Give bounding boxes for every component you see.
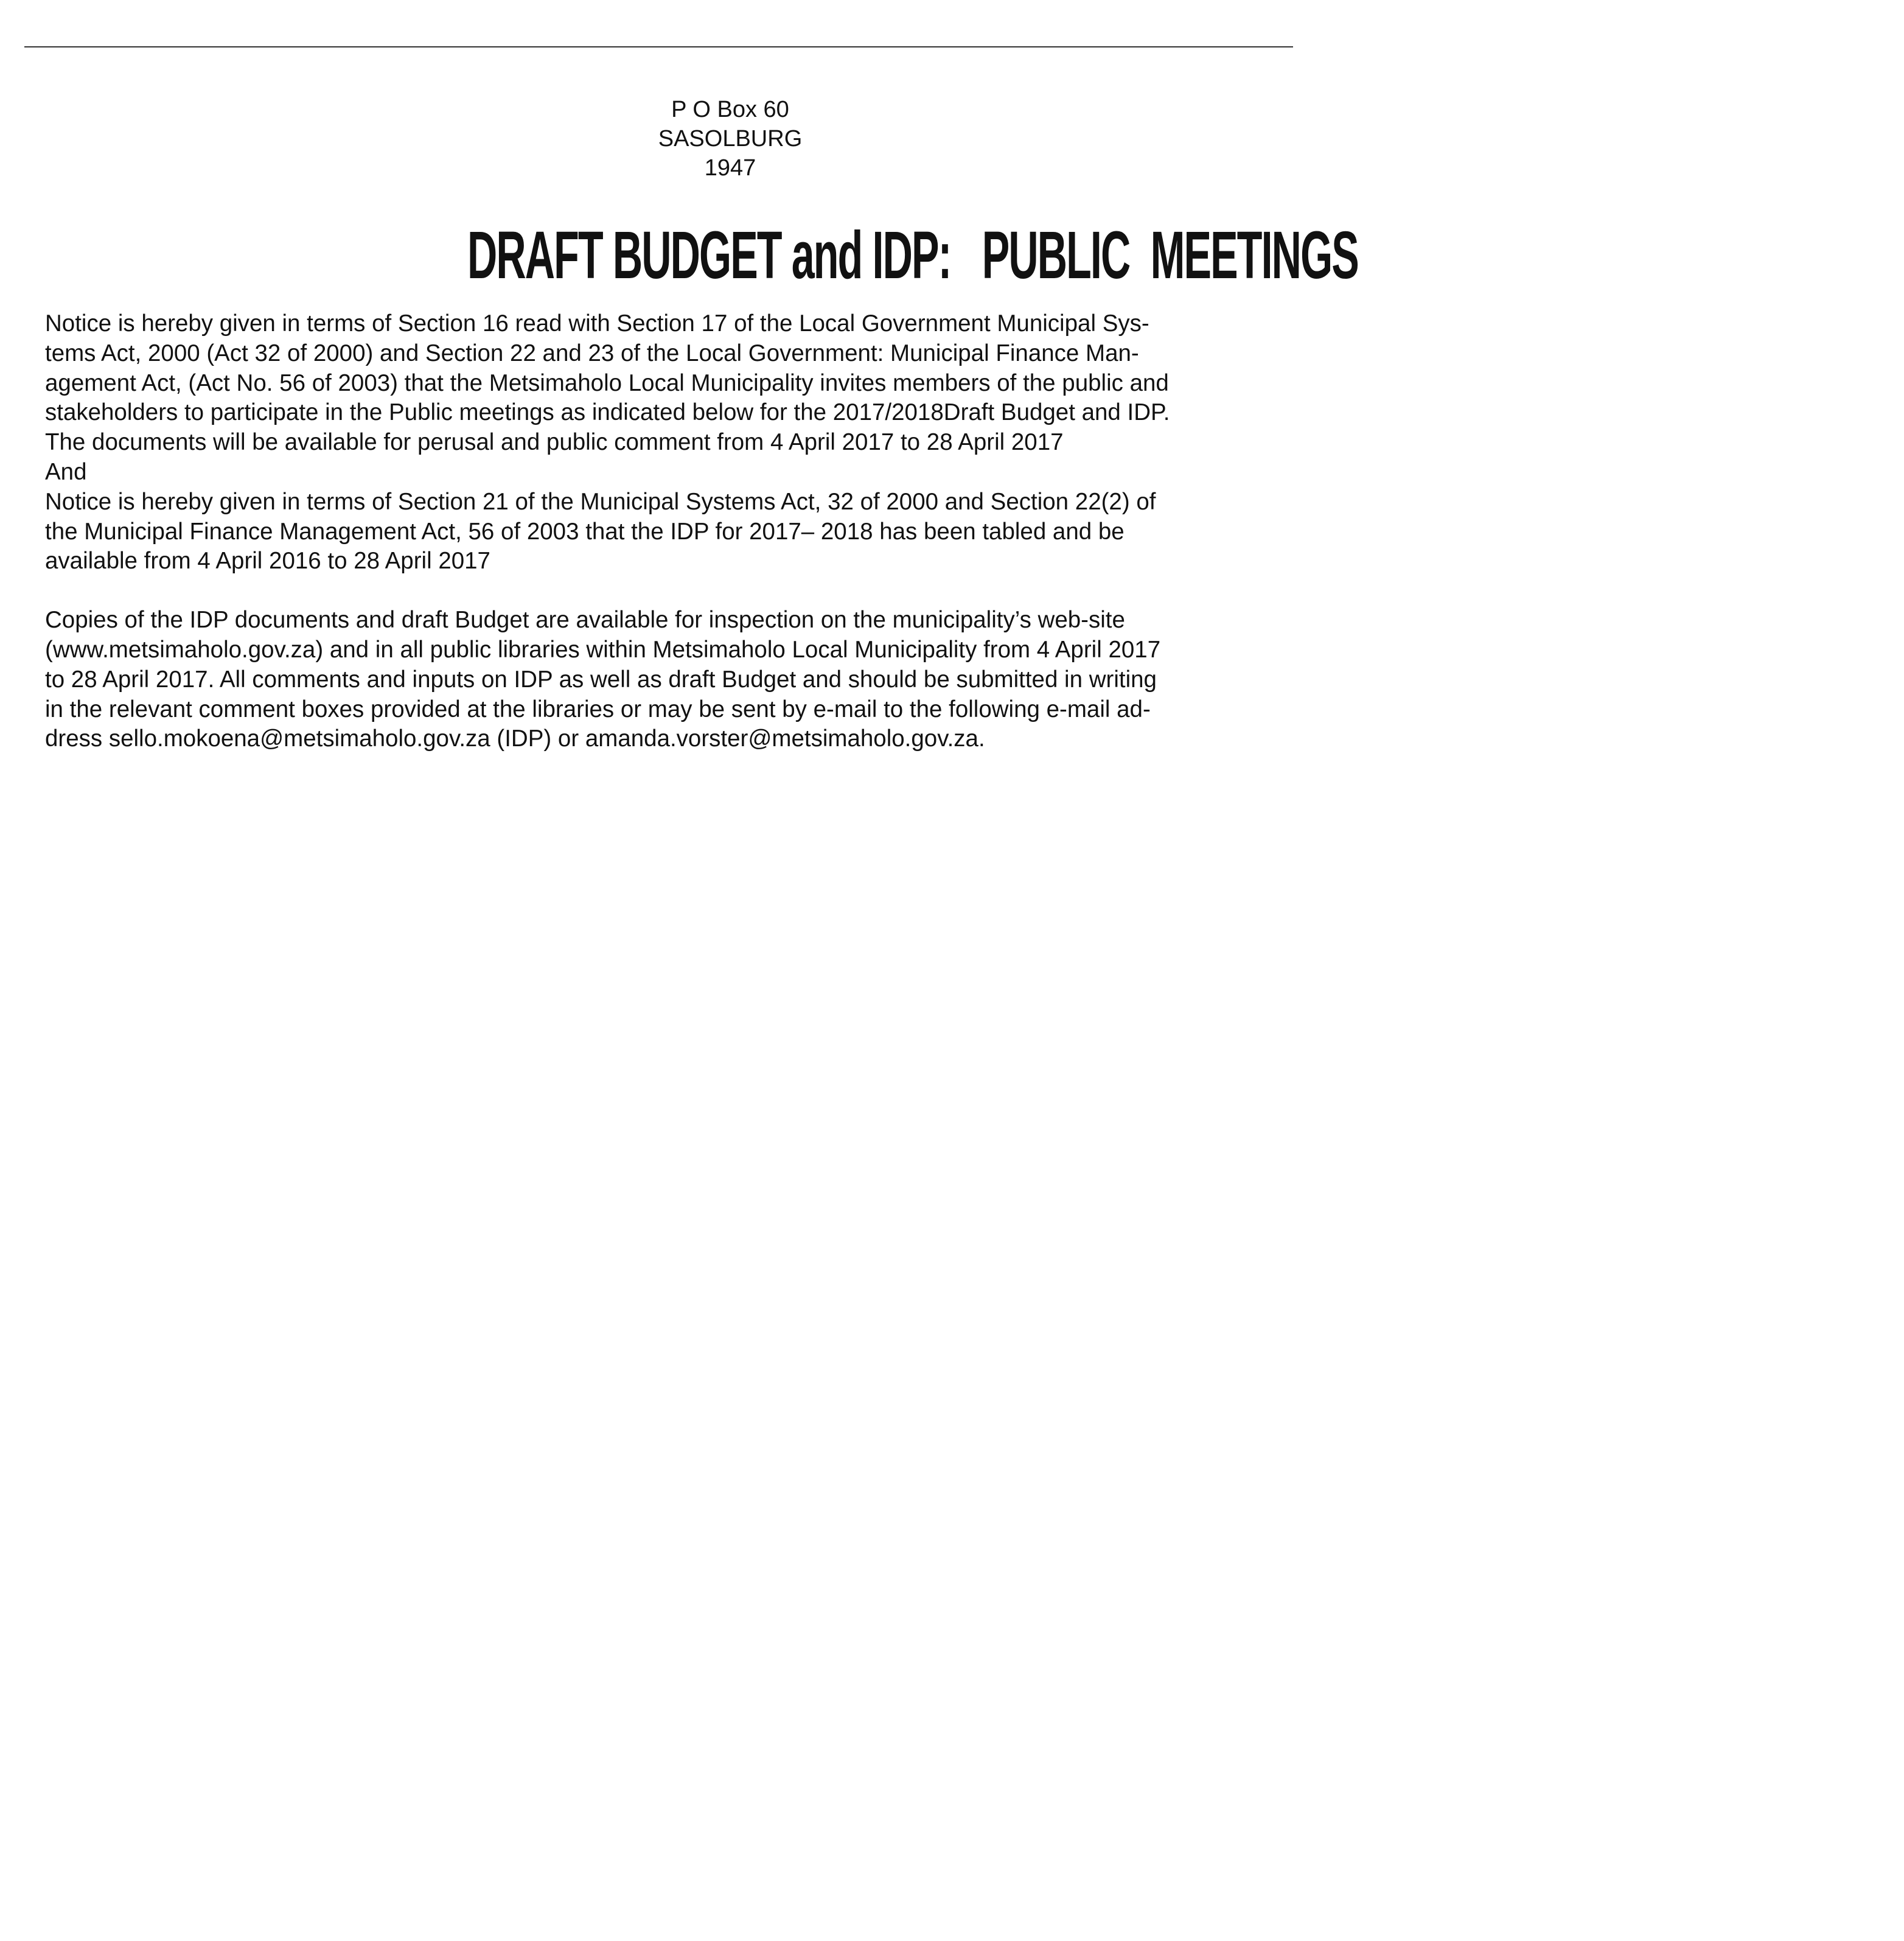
top-divider xyxy=(24,46,1293,47)
notice-line: the Municipal Finance Management Act, 56 of 2003 that the IDP for 2017– 2018 has been tabled and be xyxy=(45,518,1125,545)
notice-line: (www.metsimaholo.gov.za) and in all public libraries within Metsimaholo Local Municipality from 4 April 2017 xyxy=(45,636,1161,663)
notice-body xyxy=(45,309,1268,754)
address-line-code: 1947 xyxy=(704,155,756,181)
notice-conjunction: And xyxy=(45,458,87,485)
notice-line: Notice is hereby given in terms of Section 21 of the Municipal Systems Act, 32 of 2000 and Section 22(2) of xyxy=(45,488,1156,515)
notice-line: agement Act, (Act No. 56 of 2003) that the Metsimaholo Local Municipality invites members of the public and xyxy=(45,369,1169,396)
page-title-text: DRAFT BUDGET and IDP: PUBLIC MEETINGS xyxy=(467,218,1358,293)
page-title xyxy=(467,218,1358,293)
notice-line: in the relevant comment boxes provided at the libraries or may be sent by e-mail to the following e-mail ad- xyxy=(45,696,1151,722)
notice-line: Notice is hereby given in terms of Section 16 read with Section 17 of the Local Government Municipal Sys- xyxy=(45,310,1149,337)
notice-line: available from 4 April 2016 to 28 April 2017 xyxy=(45,548,490,575)
notice-line: to 28 April 2017. All comments and inputs on IDP as well as draft Budget and should be submitted in writing xyxy=(45,666,1157,693)
notice-line: tems Act, 2000 (Act 32 of 2000) and Section 22 and 23 of the Local Government: Municipal Finance Man- xyxy=(45,340,1139,366)
notice-paragraph-3 xyxy=(45,606,1268,754)
notice-paragraph-2 xyxy=(45,488,1268,576)
notice-line: stakeholders to participate in the Public meetings as indicated below for the 2017/2018Draft Budget and IDP. xyxy=(45,399,1170,426)
notice-paragraph-1 xyxy=(45,309,1268,488)
notice-line: The documents will be available for perusal and public comment from 4 April 2017 to 28 April 2017 xyxy=(45,429,1064,456)
address-line-box: P O Box 60 xyxy=(671,97,789,122)
notice-line: dress sello.mokoena@metsimaholo.gov.za (IDP) or amanda.vorster@metsimaholo.gov.za. xyxy=(45,726,985,752)
postal-address xyxy=(633,95,828,183)
notice-line: Copies of the IDP documents and draft Budget are available for inspection on the municipality’s web-site xyxy=(45,607,1125,634)
address-line-town: SASOLBURG xyxy=(658,126,803,152)
paragraph-spacer xyxy=(45,576,1268,606)
